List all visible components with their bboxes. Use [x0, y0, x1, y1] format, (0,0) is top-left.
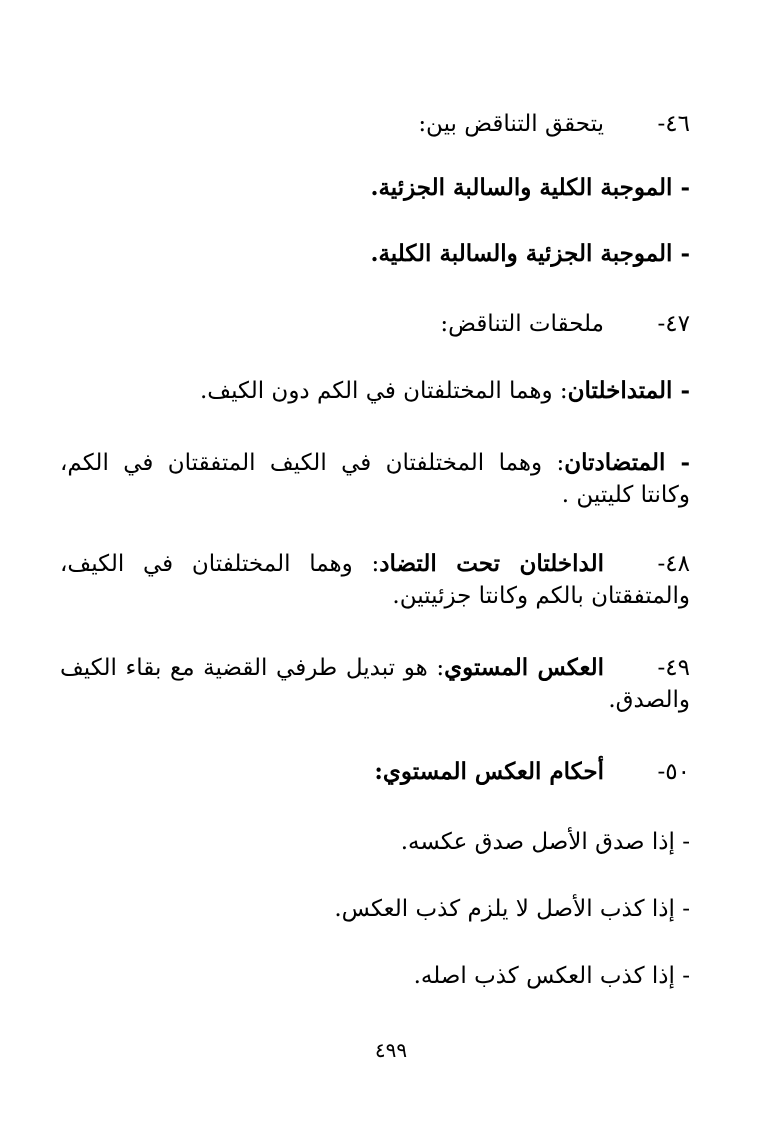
rule-3 — [414, 960, 690, 992]
term: الداخلتان تحت التضاد — [379, 550, 604, 577]
bullet-dash: - — [672, 377, 690, 404]
item-47 — [440, 308, 690, 340]
rule-2 — [334, 893, 690, 925]
item-number: ٤٩- — [657, 655, 690, 681]
item-48 — [60, 548, 690, 612]
term: العكس المستوي — [444, 654, 604, 681]
term: المتضادتان — [564, 449, 666, 476]
item-text: يتحقق التناقض بين: — [418, 111, 604, 137]
bullet-affirmative-particular — [370, 238, 690, 270]
item-49 — [60, 652, 690, 716]
item-46 — [418, 108, 690, 140]
bullet-contraries — [60, 447, 690, 511]
item-50 — [374, 756, 690, 788]
bullet-text: - الموجبة الكلية والسالبة الجزئية. — [370, 174, 690, 201]
item-number: ٤٧- — [657, 311, 690, 337]
item-text: أحكام العكس المستوي: — [374, 758, 604, 785]
rule-text: - إذا كذب الأصل لا يلزم كذب العكس. — [334, 896, 690, 922]
bullet-text: - الموجبة الجزئية والسالبة الكلية. — [370, 240, 690, 267]
page-number: ٤٩٩ — [374, 1038, 408, 1062]
bullet-affirmative-universal — [370, 172, 690, 204]
rule-text: - إذا صدق الأصل صدق عكسه. — [400, 829, 690, 855]
bullet-dash: - — [665, 449, 690, 476]
item-number: ٤٨- — [657, 551, 690, 577]
item-number: ٥٠- — [657, 759, 690, 785]
definition: : هو تبديل طرفي القضية مع بقاء الكيف والصدق. — [60, 655, 690, 713]
definition: : وهما المختلفتان في الكم دون الكيف. — [199, 378, 568, 404]
definition: : وهما المختلفتان في الكيف، والمتفقتان بالكم وكانتا جزئيتين. — [60, 551, 690, 609]
definition: : وهما المختلفتان في الكيف المتفقتان في الكم، وكانتا كليتين . — [60, 450, 690, 508]
item-number: ٤٦- — [657, 111, 690, 137]
item-text: ملحقات التناقض: — [440, 311, 604, 337]
term: المتداخلتان — [567, 377, 673, 404]
rule-text: - إذا كذب العكس كذب اصله. — [413, 963, 690, 989]
rule-1 — [401, 826, 690, 858]
bullet-subalterns — [200, 375, 690, 407]
